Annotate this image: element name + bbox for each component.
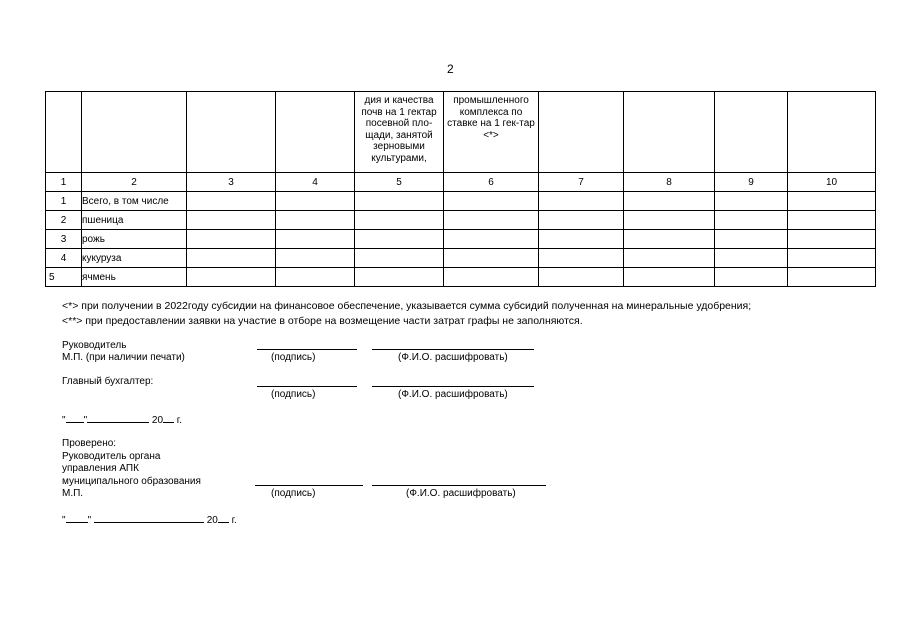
- signature-caption: (подпись): [271, 389, 316, 400]
- table-row: [46, 192, 876, 211]
- table-cell: [355, 192, 444, 211]
- table-cell: [715, 230, 788, 249]
- name-line: [372, 349, 534, 350]
- table-cell: [539, 249, 624, 268]
- row-index: 3: [46, 230, 82, 249]
- org-head-line2: управления АПК: [62, 463, 139, 474]
- header-cell: [276, 92, 355, 173]
- table-cell: [355, 249, 444, 268]
- page-number: 2: [447, 62, 454, 76]
- table-cell: [444, 230, 539, 249]
- table-cell: [788, 192, 876, 211]
- name-line: [372, 485, 546, 486]
- header-cell: [187, 92, 276, 173]
- row-index: 5: [46, 268, 82, 287]
- header-cell: [444, 92, 539, 173]
- year-prefix: 20: [151, 415, 164, 426]
- signature-line: [257, 386, 357, 387]
- table-cell: [276, 268, 355, 287]
- table-cell: [444, 192, 539, 211]
- table-cell: [715, 268, 788, 287]
- name-caption: (Ф.И.О. расшифровать): [406, 488, 516, 499]
- column-number: 3: [187, 173, 276, 192]
- footnote-1: <*> при получении в 2022году субсидии на финансовое обеспечение, указывается сумма субсидий полученная на минеральные удобрения;: [62, 300, 752, 312]
- column-number: 2: [82, 173, 187, 192]
- table-cell: [276, 230, 355, 249]
- table-cell: [624, 249, 715, 268]
- table-cell: [444, 249, 539, 268]
- header-cell: [624, 92, 715, 173]
- table-cell: [355, 230, 444, 249]
- header-cell: [788, 92, 876, 173]
- head-label: Руководитель: [62, 340, 127, 351]
- table-cell: [539, 211, 624, 230]
- crop-name: кукуруза: [82, 249, 187, 268]
- stamp-label: М.П. (при наличии печати): [62, 352, 185, 363]
- name-line: [372, 386, 534, 387]
- signature-line: [255, 485, 363, 486]
- table-cell: [788, 211, 876, 230]
- column-number: 7: [539, 173, 624, 192]
- table-cell: [788, 230, 876, 249]
- column-number: 6: [444, 173, 539, 192]
- org-head-line3: муниципального образования: [62, 476, 201, 487]
- day-blank: [66, 513, 88, 523]
- table-cell: [276, 192, 355, 211]
- table-cell: [187, 268, 276, 287]
- table-row: [46, 211, 876, 230]
- subsidy-table: [45, 91, 876, 287]
- table-cell: [539, 230, 624, 249]
- table-cell: [187, 192, 276, 211]
- header-cell-text: дия и качества почв на 1 гектар посевной пло-щади, занятой зерновыми культурами,: [361, 95, 437, 164]
- org-head-line1: Руководитель органа: [62, 451, 161, 462]
- table-cell: [187, 211, 276, 230]
- name-caption: (Ф.И.О. расшифровать): [398, 389, 508, 400]
- date-line: [62, 513, 237, 526]
- table-cell: [715, 211, 788, 230]
- quote-close: ": [87, 515, 92, 526]
- crop-name: ячмень: [82, 268, 187, 287]
- month-blank: [87, 413, 149, 423]
- footnote-2: <**> при предоставлении заявки на участие в отборе на возмещение части затрат графы не заполняются.: [62, 315, 583, 327]
- header-cell: [82, 92, 187, 173]
- name-caption: (Ф.И.О. расшифровать): [398, 352, 508, 363]
- table-header-row: [46, 92, 876, 173]
- signature-caption: (подпись): [271, 352, 316, 363]
- day-blank: [66, 413, 84, 423]
- column-number: 10: [788, 173, 876, 192]
- table-row: [46, 230, 876, 249]
- year-blank: [218, 513, 229, 523]
- table-cell: [187, 230, 276, 249]
- accountant-label: Главный бухгалтер:: [62, 376, 154, 387]
- table-cell: [444, 211, 539, 230]
- crop-name: Всего, в том числе: [82, 192, 187, 211]
- year-suffix: г.: [174, 415, 183, 426]
- table-cell: [444, 268, 539, 287]
- column-number: 1: [46, 173, 82, 192]
- header-cell: [539, 92, 624, 173]
- column-number: 8: [624, 173, 715, 192]
- table-cell: [355, 268, 444, 287]
- column-number: 9: [715, 173, 788, 192]
- month-blank: [94, 513, 204, 523]
- column-number: 5: [355, 173, 444, 192]
- table-cell: [624, 268, 715, 287]
- row-index: 4: [46, 249, 82, 268]
- table-cell: [715, 192, 788, 211]
- table-cell: [715, 249, 788, 268]
- table-cell: [276, 249, 355, 268]
- header-cell: [355, 92, 444, 173]
- header-cell-text: промышленного комплекса по ставке на 1 гек-тар <*>: [447, 95, 535, 141]
- column-number: 4: [276, 173, 355, 192]
- table-cell: [624, 230, 715, 249]
- table-row: [46, 268, 876, 287]
- table-row: [46, 249, 876, 268]
- quote-open: ": [62, 515, 66, 526]
- table-cell: [539, 268, 624, 287]
- table-cell: [624, 192, 715, 211]
- year-prefix: 20: [206, 515, 218, 526]
- quote-open: ": [62, 415, 66, 426]
- quote-close: ": [83, 415, 88, 426]
- table-cell: [788, 268, 876, 287]
- date-line: [62, 413, 182, 426]
- table-cell: [624, 211, 715, 230]
- signature-caption: (подпись): [271, 488, 316, 499]
- row-index: 2: [46, 211, 82, 230]
- header-cell: [715, 92, 788, 173]
- crop-name: пшеница: [82, 211, 187, 230]
- header-cell: [46, 92, 82, 173]
- table-cell: [187, 249, 276, 268]
- table-cell: [788, 249, 876, 268]
- row-index: 1: [46, 192, 82, 211]
- column-number-row: [46, 173, 876, 192]
- table-cell: [539, 192, 624, 211]
- table-cell: [276, 211, 355, 230]
- year-suffix: г.: [228, 515, 237, 526]
- year-blank: [163, 413, 174, 423]
- org-stamp: М.П.: [62, 488, 84, 499]
- verified-label: Проверено:: [62, 438, 117, 449]
- table-cell: [355, 211, 444, 230]
- signature-line: [257, 349, 357, 350]
- crop-name: рожь: [82, 230, 187, 249]
